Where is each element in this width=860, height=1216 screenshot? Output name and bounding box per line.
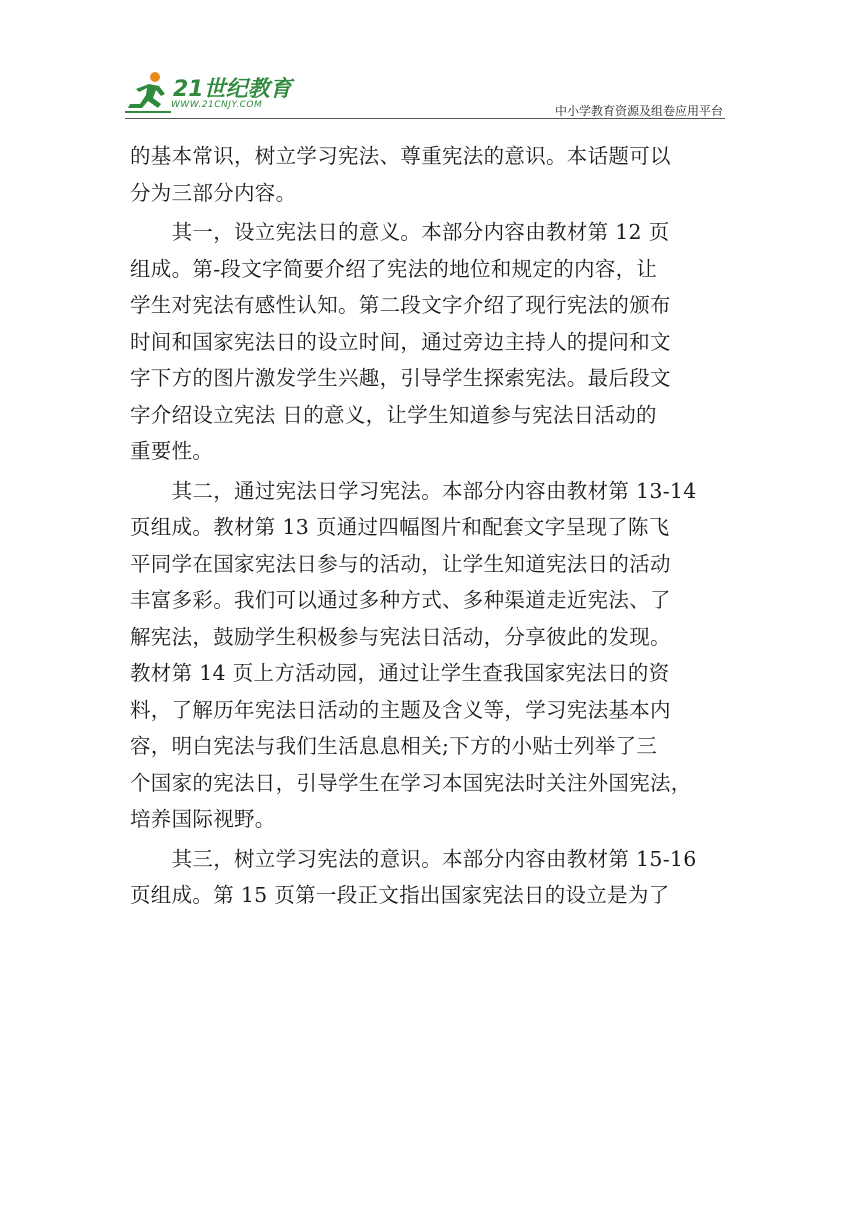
text-line: 其三，树立学习宪法的意识。本部分内容由教材第 15-16	[130, 846, 697, 871]
text-line: 时间和国家宪法日的设立时间，通过旁边主持人的提问和文	[130, 329, 671, 354]
text-line: 分为三部分内容。	[130, 180, 297, 205]
text-line: 重要性。	[130, 439, 214, 463]
site-logo	[125, 70, 295, 116]
text-line: 容，明白宪法与我们生活息息相关;下方的小贴士列举了三	[130, 734, 658, 758]
header-tagline: 中小学教育资源及组卷应用平台	[554, 104, 723, 118]
text-line: 培养国际视野。	[130, 807, 276, 831]
text-line: 的基本常识，树立学习宪法、尊重宪法的意识。本话题可以	[130, 144, 671, 168]
text-line: 页组成。第 15 页第一段正文指出国家宪法日的设立是为了	[130, 883, 670, 907]
text-line: 个国家的宪法日，引导学生在学习本国宪法时关注外国宪法，	[130, 770, 692, 795]
text-line: 其一，设立宪法日的意义。本部分内容由教材第 12 页	[130, 220, 670, 244]
logo-wordmark: 21世纪教育	[173, 77, 292, 102]
text-line: 教材第 14 页上方活动园，通过让学生查我国家宪法日的资	[130, 661, 670, 685]
text-line: 解宪法，鼓励学生积极参与宪法日活动，分享彼此的发现。	[130, 624, 671, 649]
text-line: 页组成。教材第 13 页通过四幅图片和配套文字呈现了陈飞	[130, 515, 670, 539]
text-line: 字介绍设立宪法 日的意义，让学生知道参与宪法日活动的	[130, 402, 657, 427]
header-divider	[125, 118, 725, 119]
text-line: 字下方的图片激发学生兴趣，引导学生探索宪法。最后段文	[130, 366, 671, 390]
running-figure-icon	[125, 70, 175, 114]
logo-url: WWW.21CNJY.COM	[171, 100, 263, 110]
text-line: 其二，通过宪法日学习宪法。本部分内容由教材第 13-14	[130, 478, 697, 503]
text-line: 学生对宪法有感性认知。第二段文字介绍了现行宪法的颁布	[130, 293, 671, 317]
text-line: 组成。第-段文字简要介绍了宪法的地位和规定的内容，让	[130, 256, 658, 281]
document-body	[130, 138, 742, 914]
text-line: 平同学在国家宪法日参与的活动，让学生知道宪法日的活动	[130, 551, 671, 576]
page-header	[125, 64, 725, 120]
text-line: 丰富多彩。我们可以通过多种方式、多种渠道走近宪法、了	[130, 588, 671, 612]
text-line: 料，了解历年宪法日活动的主题及含义等，学习宪法基本内	[130, 697, 671, 722]
